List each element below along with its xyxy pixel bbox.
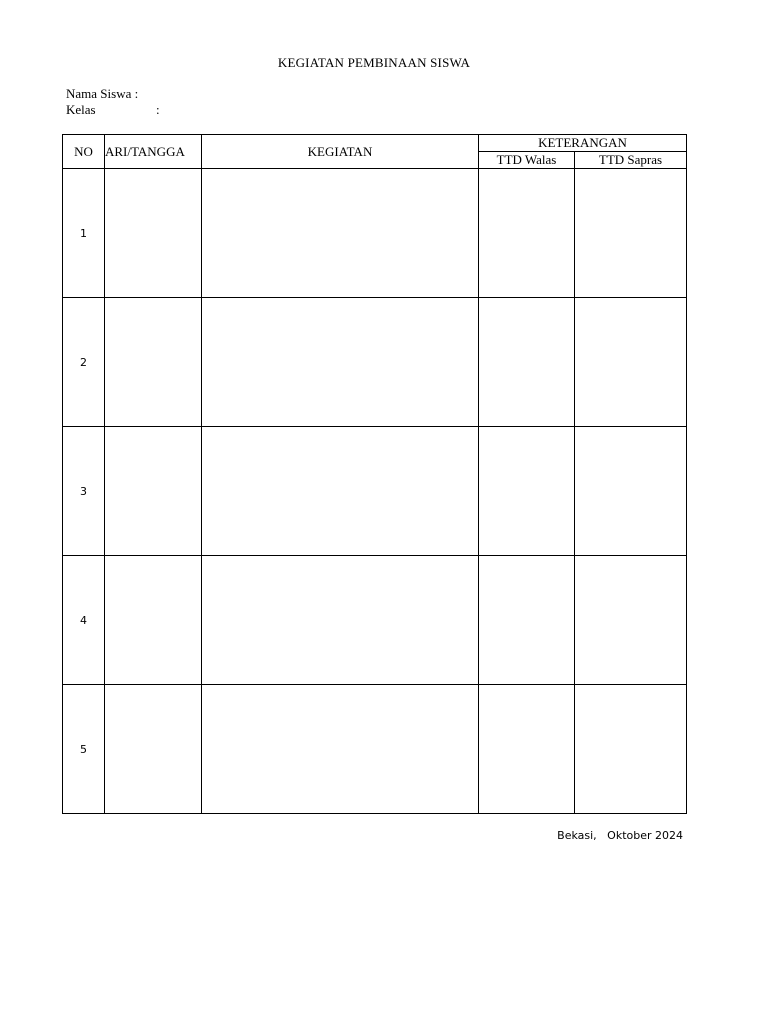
field-kelas-label: Kelas: [66, 102, 96, 117]
activity-table: [62, 134, 687, 814]
cell-ttd-sapras: [575, 298, 687, 427]
header-keterangan: KETERANGAN: [479, 135, 687, 152]
header-kegiatan: KEGIATAN: [202, 135, 479, 169]
field-nama-siswa: [66, 86, 138, 102]
row-number: 1: [63, 169, 105, 298]
field-kelas-colon: :: [156, 102, 160, 117]
cell-hari-tanggal: [105, 427, 202, 556]
cell-ttd-walas: [479, 427, 575, 556]
row-number: 4: [63, 556, 105, 685]
cell-kegiatan: [202, 556, 479, 685]
cell-ttd-sapras: [575, 427, 687, 556]
row-number: 2: [63, 298, 105, 427]
field-kelas: [66, 102, 160, 118]
cell-hari-tanggal: [105, 169, 202, 298]
cell-ttd-sapras: [575, 556, 687, 685]
cell-ttd-walas: [479, 298, 575, 427]
cell-ttd-walas: [479, 556, 575, 685]
row-number: 3: [63, 427, 105, 556]
cell-kegiatan: [202, 298, 479, 427]
place-date: Bekasi, Oktober 2024: [557, 829, 683, 842]
cell-kegiatan: [202, 427, 479, 556]
cell-ttd-sapras: [575, 169, 687, 298]
field-nama-siswa-label: Nama Siswa :: [66, 86, 139, 101]
row-number: 5: [63, 685, 105, 814]
cell-ttd-walas: [479, 685, 575, 814]
document-title: KEGIATAN PEMBINAAN SISWA: [277, 55, 471, 70]
header-no: NO: [63, 135, 105, 169]
header-ttd-walas: TTD Walas: [479, 152, 575, 169]
cell-ttd-sapras: [575, 685, 687, 814]
table-row: [63, 427, 687, 556]
table-row: [63, 298, 687, 427]
cell-ttd-walas: [479, 169, 575, 298]
cell-hari-tanggal: [105, 298, 202, 427]
header-ttd-sapras: TTD Sapras: [575, 152, 687, 169]
table-row: [63, 556, 687, 685]
table-row: [63, 685, 687, 814]
cell-kegiatan: [202, 685, 479, 814]
cell-kegiatan: [202, 169, 479, 298]
cell-hari-tanggal: [105, 685, 202, 814]
header-hari-tanggal: ARI/TANGGA: [105, 135, 202, 169]
cell-hari-tanggal: [105, 556, 202, 685]
table-row: [63, 169, 687, 298]
